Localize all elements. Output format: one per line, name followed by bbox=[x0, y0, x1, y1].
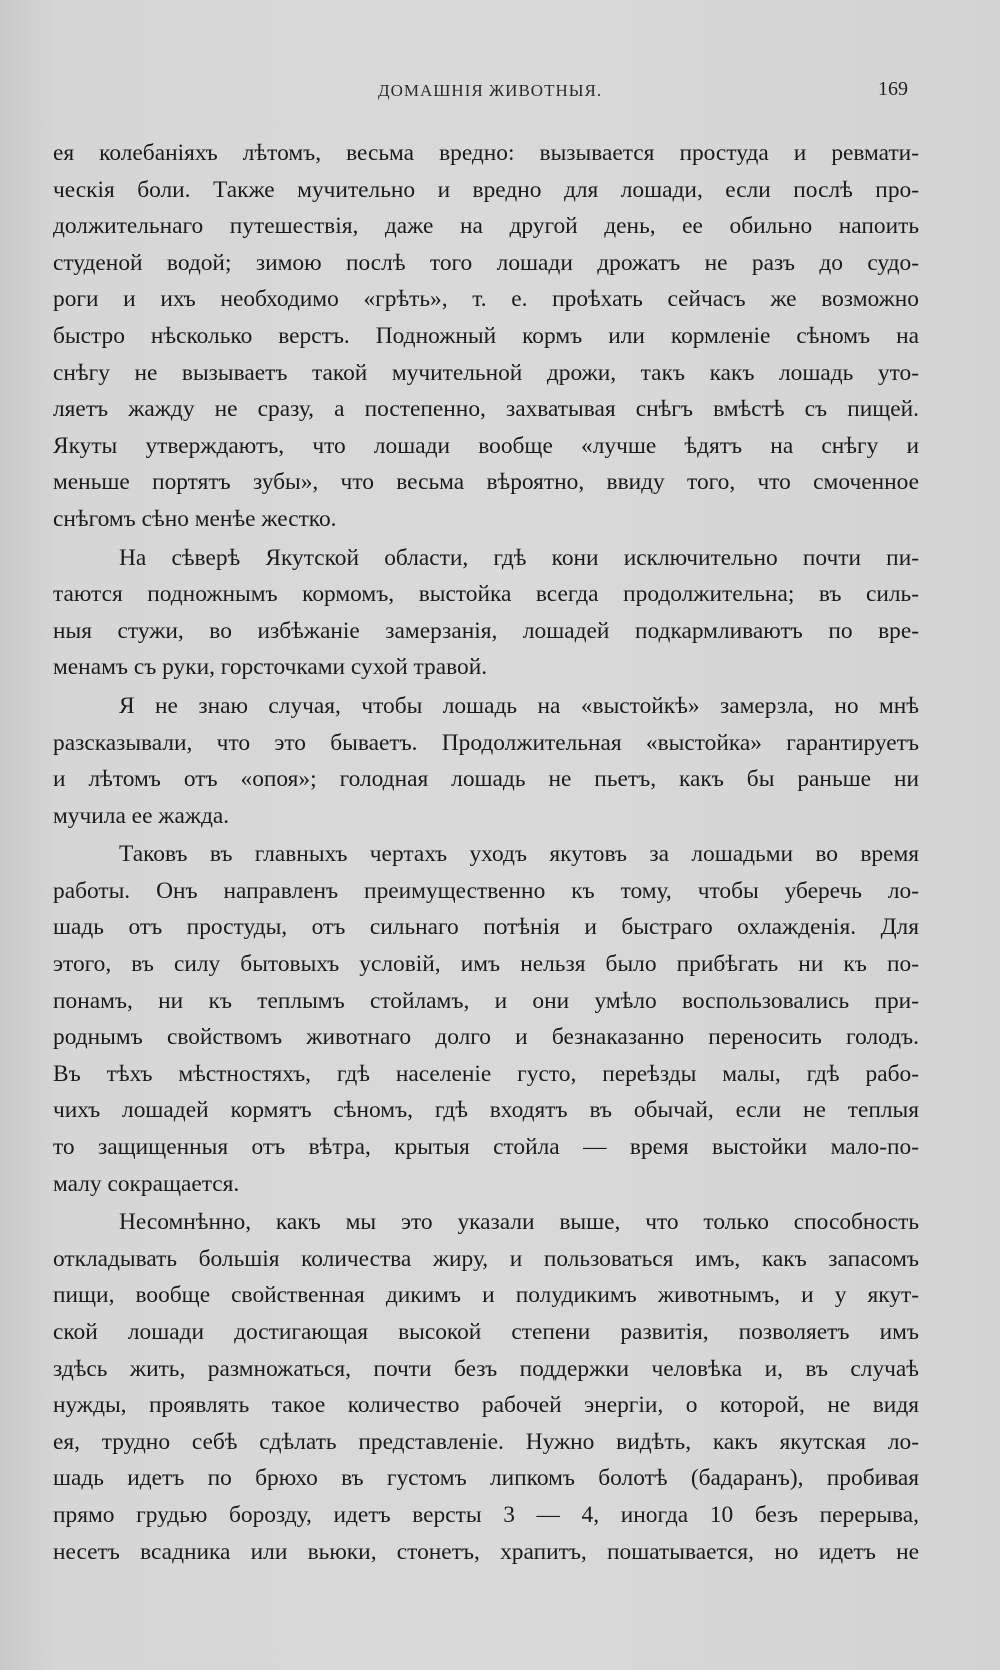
text-line: нужды, проявлять такое количество рабочей энергіи, о которой, не видя bbox=[53, 1392, 919, 1419]
text-line: таются подножнымъ кормомъ, выстойка всегда продолжительна; въ силь- bbox=[53, 581, 919, 608]
text-line: роднымъ свойствомъ животнаго долго и безнаказанно переносить голодъ. bbox=[53, 1024, 919, 1051]
text-line: ляетъ жажду не сразу, а постепенно, захватывая снѣгъ вмѣстѣ съ пищей. bbox=[53, 396, 919, 423]
text-line: меньше портятъ зубы», что весьма вѣроятно, ввиду того, что смоченное bbox=[53, 469, 919, 496]
text-line: Несомнѣнно, какъ мы это указали выше, что только способность bbox=[119, 1209, 919, 1236]
text-line: мучила ее жажда. bbox=[53, 802, 230, 829]
text-line: пищи, вообще свойственная дикимъ и полудикимъ животнымъ, и у якут- bbox=[53, 1282, 919, 1309]
text-line: этого, въ силу бытовыхъ условій, имъ нельзя было прибѣгать ни къ по- bbox=[53, 951, 919, 978]
paragraph bbox=[53, 1204, 919, 1570]
text-line: шадь отъ простуды, отъ сильнаго потѣнія и быстраго охлажденія. Для bbox=[53, 914, 919, 941]
text-line: снѣгу не вызываетъ такой мучительной дрожи, такъ какъ лошадь уто- bbox=[53, 359, 919, 386]
text-line: то защищенныя отъ вѣтра, крытыя стойла — время выстойки мало-по- bbox=[53, 1134, 919, 1161]
text-line: На сѣверѣ Якутской области, гдѣ кони исключительно почти пи- bbox=[119, 544, 919, 571]
text-line: ской лошади достигающая высокой степени развитія, позволяетъ имъ bbox=[53, 1319, 919, 1345]
text-line: малу сокращается. bbox=[53, 1170, 240, 1197]
text-line: несетъ всадника или вьюки, стонетъ, храпитъ, пошатывается, но идетъ не bbox=[53, 1538, 919, 1565]
text-line: ческія боли. Также мучительно и вредно для лошади, если послѣ про- bbox=[53, 176, 919, 203]
text-line: Въ тѣхъ мѣстностяхъ, гдѣ населеніе густо, переѣзды малы, гдѣ рабо- bbox=[53, 1060, 919, 1087]
text-line: понамъ, ни къ теплымъ стойламъ, и они умѣло воспользовались при- bbox=[53, 987, 919, 1014]
text-line: ея, трудно себѣ сдѣлать представленіе. Нужно видѣть, какъ якутская ло- bbox=[53, 1428, 919, 1455]
running-title: ДОМАШНІЯ ЖИВОТНЫЯ. bbox=[378, 81, 603, 100]
text-line: здѣсь жить, размножаться, почти безъ поддержки человѣка и, въ случаѣ bbox=[53, 1355, 919, 1382]
text-line: Таковъ въ главныхъ чертахъ уходъ якутовъ за лошадьми во время bbox=[119, 841, 919, 868]
text-line: ныя стужи, во избѣжаніе замерзанія, лошадей подкармливаютъ по вре- bbox=[53, 617, 919, 644]
text-line: прямо грудью борозду, идетъ версты 3 — 4, иногда 10 безъ перерыва, bbox=[53, 1501, 919, 1528]
text-line: роги и ихъ необходимо «грѣть», т. е. проѣхать сейчасъ же возможно bbox=[53, 286, 919, 313]
paragraph bbox=[53, 836, 919, 1202]
text-line: чихъ лошадей кормятъ сѣномъ, гдѣ входятъ въ обычай, если не теплыя bbox=[53, 1097, 919, 1124]
text-line: Я не знаю случая, чтобы лошадь на «выстойкѣ» замерзла, но мнѣ bbox=[119, 692, 919, 719]
text-line: и лѣтомъ отъ «опоя»; голодная лошадь не пьетъ, какъ бы раньше ни bbox=[53, 766, 919, 793]
paragraph bbox=[53, 135, 919, 538]
text-line: студеной водой; зимою послѣ того лошади дрожатъ не разъ до судо- bbox=[53, 249, 919, 276]
text-line: работы. Онъ направленъ преимущественно къ тому, чтобы уберечь ло- bbox=[53, 877, 919, 904]
paragraph bbox=[53, 540, 919, 686]
text-line: ея колебаніяхъ лѣтомъ, весьма вредно: вызывается простуда и ревмати- bbox=[53, 140, 919, 166]
text-line: снѣгомъ сѣно менѣе жестко. bbox=[53, 505, 337, 532]
text-line: откладывать большія количества жиру, и пользоваться имъ, какъ запасомъ bbox=[53, 1245, 919, 1272]
text-line: должительнаго путешествія, даже на другой день, ее обильно напоить bbox=[53, 213, 919, 240]
text-line: Якуты утверждаютъ, что лошади вообще «лучше ѣдятъ на снѣгу и bbox=[53, 432, 919, 459]
paragraph bbox=[53, 688, 919, 834]
text-line: разсказывали, что это бываетъ. Продолжительная «выстойка» гарантируетъ bbox=[53, 729, 919, 756]
running-header bbox=[0, 78, 1000, 108]
text-line: быстро нѣсколько верстъ. Подножный кормъ или кормленіе сѣномъ на bbox=[53, 322, 919, 349]
page-number: 169 bbox=[878, 78, 908, 100]
text-line: менамъ съ руки, горсточками сухой травой. bbox=[53, 654, 488, 681]
body-text bbox=[53, 135, 919, 1570]
text-line: шадь идетъ по брюхо въ густомъ липкомъ болотѣ (бадаранъ), пробивая bbox=[53, 1465, 919, 1492]
